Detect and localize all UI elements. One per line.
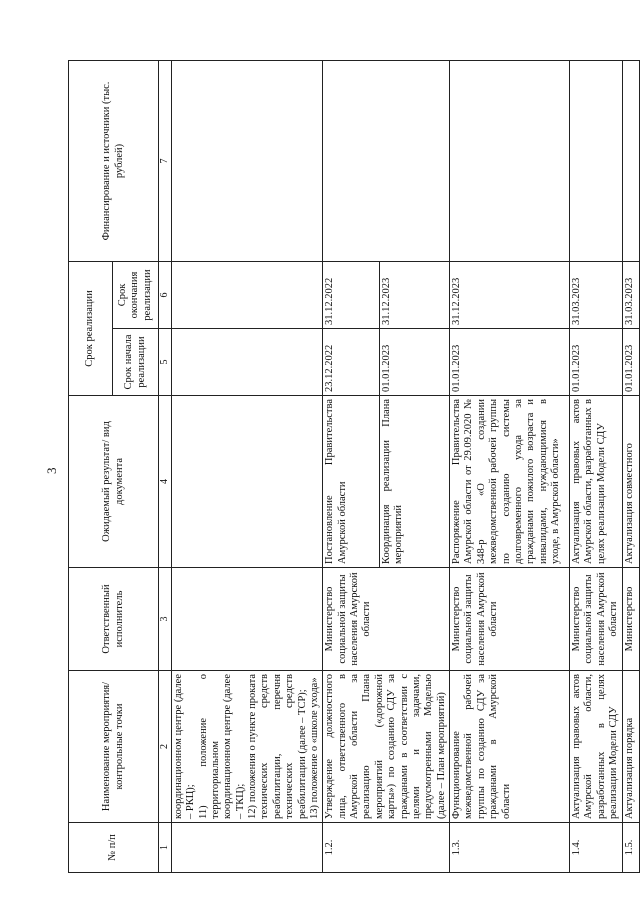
- row-num: 1.4.: [570, 823, 623, 873]
- row-name-line: 11) положение о территориальном координационном центре (далее – ТКЦ);: [197, 674, 246, 819]
- row-end: 31.03.2023: [570, 261, 623, 328]
- row-end: [171, 261, 323, 328]
- column-number: 5: [159, 329, 172, 396]
- column-number: 7: [159, 60, 172, 261]
- row-name: Актуализация порядка: [622, 671, 639, 823]
- row-executor: Министерство социальной защиты населения Амурской области: [450, 568, 570, 671]
- table-row: [171, 60, 323, 872]
- row-name: Функционирование межведомственной рабочей группы по созданию СДУ за гражданами в Амурской области: [450, 671, 570, 823]
- row-end: 31.03.2023: [622, 261, 639, 328]
- row-result: [171, 396, 323, 568]
- row-start: 01.01.2023: [379, 329, 449, 396]
- row-start: [171, 329, 323, 396]
- row-finance: [450, 60, 570, 261]
- row-finance: [171, 60, 323, 261]
- header-period: Срок реализации: [69, 261, 113, 395]
- row-result: Актуализация совместного: [622, 396, 639, 568]
- row-end: 31.12.2023: [450, 261, 570, 328]
- table-row: [622, 60, 639, 872]
- row-end: 31.12.2022: [323, 261, 379, 328]
- column-number: 1: [159, 823, 172, 873]
- row-start: 23.12.2022: [323, 329, 379, 396]
- row-start: 01.01.2023: [570, 329, 623, 396]
- row-num: 1.5.: [622, 823, 639, 873]
- rotated-page-content: [68, 61, 635, 873]
- row-start: 01.01.2023: [622, 329, 639, 396]
- column-number: 3: [159, 568, 172, 671]
- row-result: Координация реализации Плана мероприятий: [379, 396, 449, 568]
- row-name: [171, 671, 323, 823]
- row-num: [171, 823, 323, 873]
- table-row: [570, 60, 623, 872]
- header-result: Ожидаемый результат/ вид документа: [69, 396, 159, 568]
- row-finance: [323, 60, 450, 261]
- row-result: Актуализация правовых актов Амурской области, разработанных в целях реализации Модели СДУ: [570, 396, 623, 568]
- header-executor: Ответственный исполнитель: [69, 568, 159, 671]
- plan-table: [68, 60, 640, 873]
- row-result: Распоряжение Правительства Амурской области от 29.09.2020 № 348-р «О создании межведомственной рабочей группы по созданию системы долговременного ухода за гражданами пожилого возраста и инвалидами, нуждающимися в уходе, в Амурской области»: [450, 396, 570, 568]
- row-num: 1.2.: [323, 823, 450, 873]
- column-number: 6: [159, 261, 172, 328]
- row-executor: Министерство социальной защиты населения Амурской области: [323, 568, 450, 671]
- header-start: Срок начала реализации: [113, 329, 159, 396]
- row-finance: [622, 60, 639, 261]
- row-name-line: 12) положения о пункте проката технических средств реабилитации, перечня технических средств реабилитации (далее – ТСР);: [247, 674, 308, 819]
- header-name: Наименование мероприятия/ контрольные точки: [69, 671, 159, 823]
- row-name: Актуализация правовых актов Амурской области, разработанных в целях реализации Модели СДУ: [570, 671, 623, 823]
- header-num: № п/п: [69, 823, 159, 873]
- column-number: 4: [159, 396, 172, 568]
- column-number: 2: [159, 671, 172, 823]
- row-name-line: 13) положение о «школе ухода»: [308, 677, 320, 819]
- row-start: 01.01.2023: [450, 329, 570, 396]
- row-result: Постановление Правительства Амурской области: [323, 396, 379, 568]
- row-end: 31.12.2023: [379, 261, 449, 328]
- row-executor: [171, 568, 323, 671]
- row-executor: Министерство: [622, 568, 639, 671]
- row-num: 1.3.: [450, 823, 570, 873]
- page-number: 3: [44, 467, 59, 474]
- row-name: Утверждение должностного лица, ответственного в Амурской области за реализацию Плана мероприятий («дорожной карты») по созданию СДУ за гражданами в соответствии с целями и задачами, предусмотренными Моделью (далее – План мероприятий): [323, 671, 450, 823]
- table-row: [450, 60, 570, 872]
- header-end: Срок окончания реализации: [113, 261, 159, 328]
- header-finance: Финансирование и источники (тыс. рублей): [69, 60, 159, 261]
- row-finance: [570, 60, 623, 261]
- row-name-line: координационном центре (далее – РКЦ);: [172, 674, 197, 819]
- table-row: [323, 60, 379, 872]
- row-executor: Министерство социальной защиты населения Амурской области: [570, 568, 623, 671]
